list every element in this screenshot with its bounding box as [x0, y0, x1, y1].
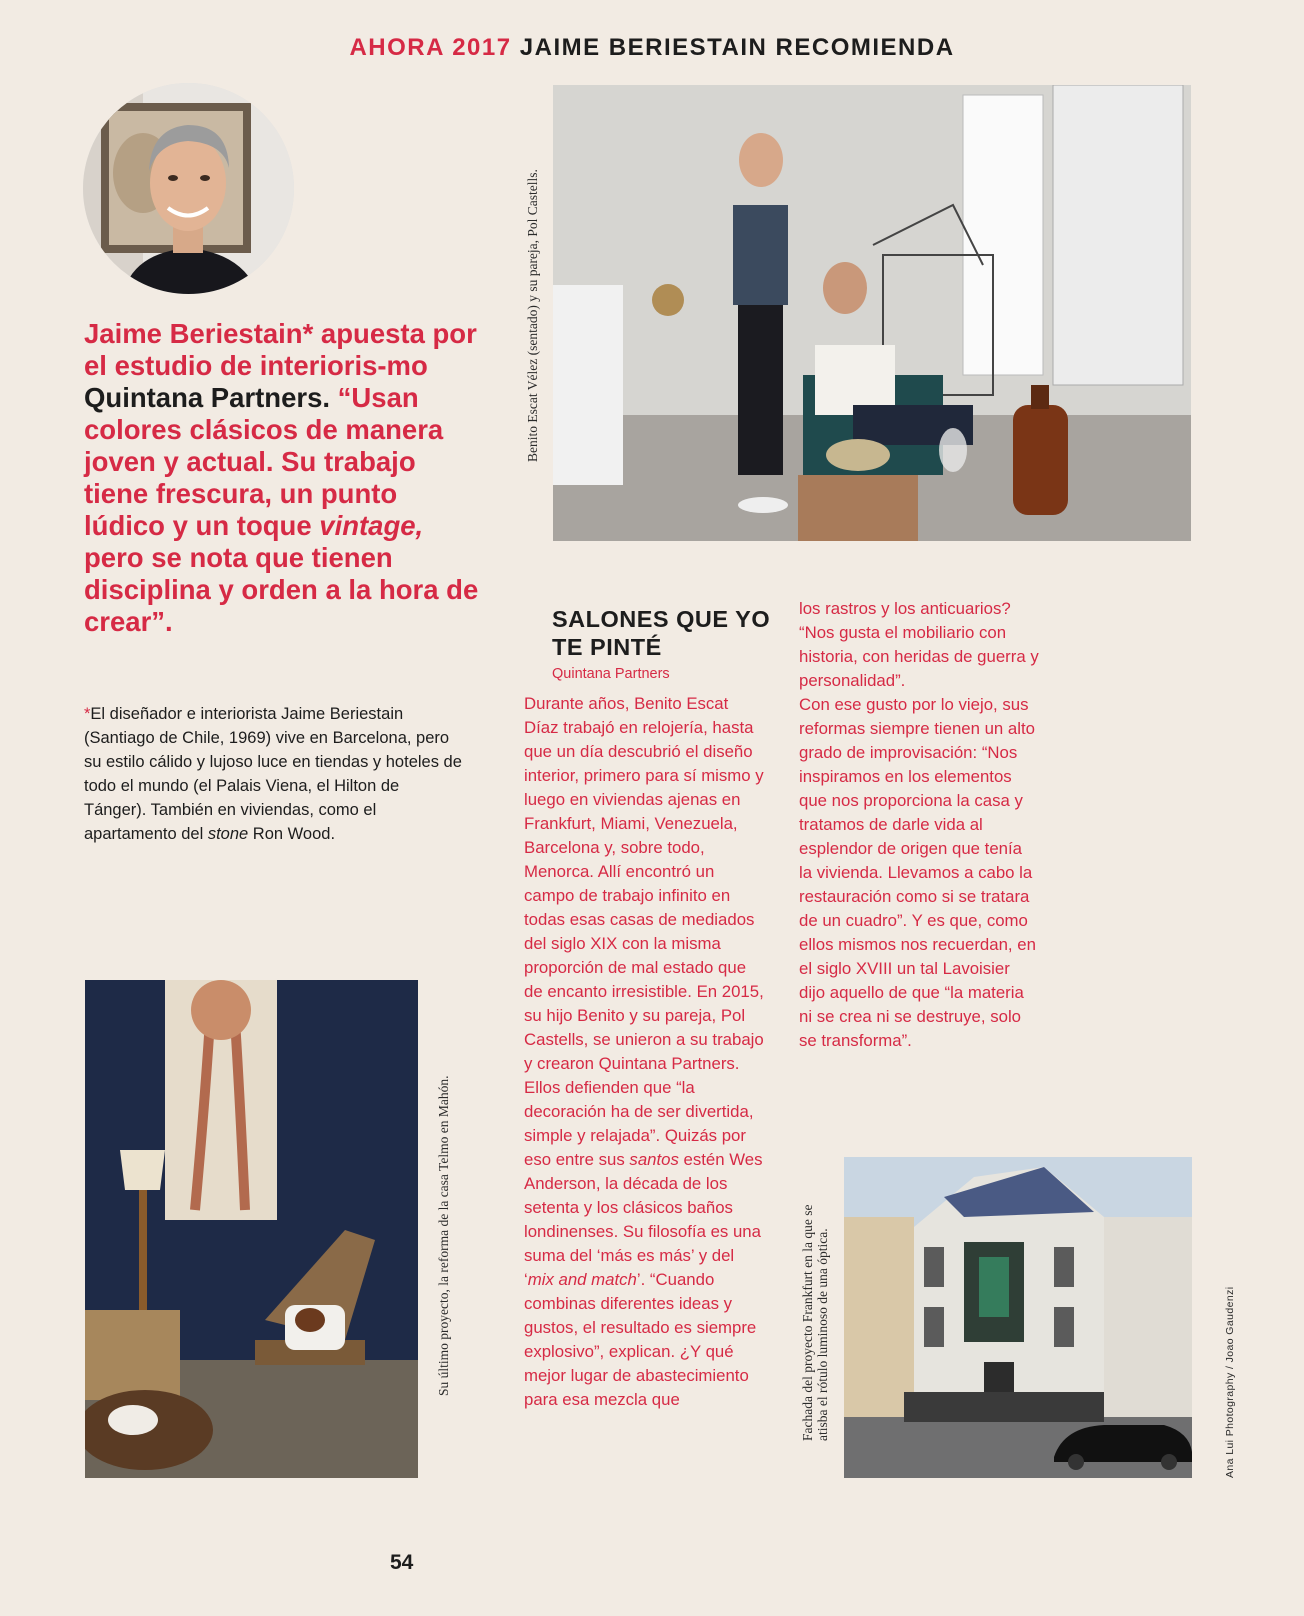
footnote-star: * — [84, 705, 91, 723]
caption-top-photo: Benito Escat Vélez (sentado) y su pareja, Pol Castells. — [525, 169, 540, 462]
facade-photo-frankfurt — [844, 1157, 1192, 1478]
article-title: SALONES QUE YO TE PINTÉ — [552, 606, 771, 660]
caption-line: atisba el rótulo luminoso de una óptica. — [815, 1228, 830, 1441]
bio-italic: stone — [207, 825, 249, 843]
paragraph: los rastros y los anticuarios? “Nos gusta el mobiliario con historia, con heridas de guerra y personalidad”. — [799, 599, 1039, 690]
paragraph: Durante años, Benito Escat Díaz trabajó en relojería, hasta que un día descubrió el diseño interior, primero para sí mismo y luego en viviendas ajenas en Frankfurt, Miami, Venezuela, Barcelona y, sobre todo, Menorca. Allí encontró un campo de trabajo infinito en todas esas casas de mediados del siglo XIX con la misma proporción de mal estado que de encanto irresistible. En 2015, su hijo Benito y su pareja, Pol Castells, se unieron a su trabajo y crearon Quintana Partners. — [524, 694, 764, 1073]
caption-right-photo — [800, 1204, 830, 1441]
quote-text: pero se nota que tienen disciplina y orden a la hora de crear”. — [84, 542, 479, 637]
interior-photo-owners — [553, 85, 1191, 541]
bio-text: El diseñador e interiorista Jaime Beriestain (Santiago de Chile, 1969) vive en Barcelona, pero su estilo cálido y lujoso luce en tiendas y hoteles de todo el mundo (el Palais Viena, el Hilton de Tánger). También en viviendas, como el apartamento del — [84, 705, 462, 843]
text-italic: mix and match — [527, 1270, 637, 1289]
caption-left-photo: Su último proyecto, la reforma de la casa Telmo en Mahón. — [436, 1075, 451, 1396]
text: ’. “Cuando combinas diferentes ideas y gustos, el resultado es siempre explosivo”, explican. ¿Y qué mejor lugar de abastecimiento para esa mezcla que — [524, 1270, 757, 1409]
article-column-1 — [524, 692, 764, 1412]
photo-credit: Ana Lui Photography / Joao Gaudenzi — [1224, 1286, 1236, 1478]
quote-text: “Usan colores clásicos de manera joven y actual. Su trabajo tiene frescura, un punto lúdico y un toque — [84, 382, 444, 541]
text: estén Wes Anderson, la década de los setenta y los clásicos baños londinenses. Su filosofía es una suma del ‘más es más’ y del ‘ — [524, 1150, 763, 1289]
caption-line: Fachada del proyecto Frankfurt en la que se — [800, 1204, 815, 1441]
bio-text: Ron Wood. — [248, 825, 336, 843]
interior-photo-mahon — [85, 980, 418, 1478]
page-header — [0, 34, 1304, 62]
quote-italic: vintage, — [319, 510, 424, 541]
article-subtitle: Quintana Partners — [552, 666, 670, 682]
portrait-photo — [83, 83, 294, 294]
studio-name: Quintana Partners. — [84, 382, 331, 413]
pull-quote — [84, 318, 484, 638]
paragraph — [524, 1076, 764, 1412]
quote-text: Jaime Beriestain* apuesta por el estudio de interioris-mo — [84, 318, 477, 381]
text: Ellos defienden que “la decoración ha de ser divertida, simple y relajada”. Quizás por eso entre sus — [524, 1078, 754, 1169]
paragraph: Con ese gusto por lo viejo, sus reformas siempre tienen un alto grado de improvisación: “Nos inspiramos en los elementos que nos proporciona la casa y tratamos de darle vida al esplendor de origen que tenía la vivienda. Llevamos a cabo la restauración como si se tratara de un cuadro”. Y es que, como ellos mismos nos recuerdan, en el siglo XVIII un tal Lavoisier dijo aquello de que “la materia ni se crea ni se destruye, solo se transforma”. — [799, 695, 1036, 1050]
page-number: 54 — [390, 1551, 414, 1574]
section-label: AHORA 2017 — [349, 34, 512, 61]
article-column-2 — [799, 597, 1039, 1053]
designer-bio — [84, 702, 464, 846]
text-italic: santos — [629, 1150, 679, 1169]
header-title: JAIME BERIESTAIN RECOMIENDA — [519, 34, 955, 61]
